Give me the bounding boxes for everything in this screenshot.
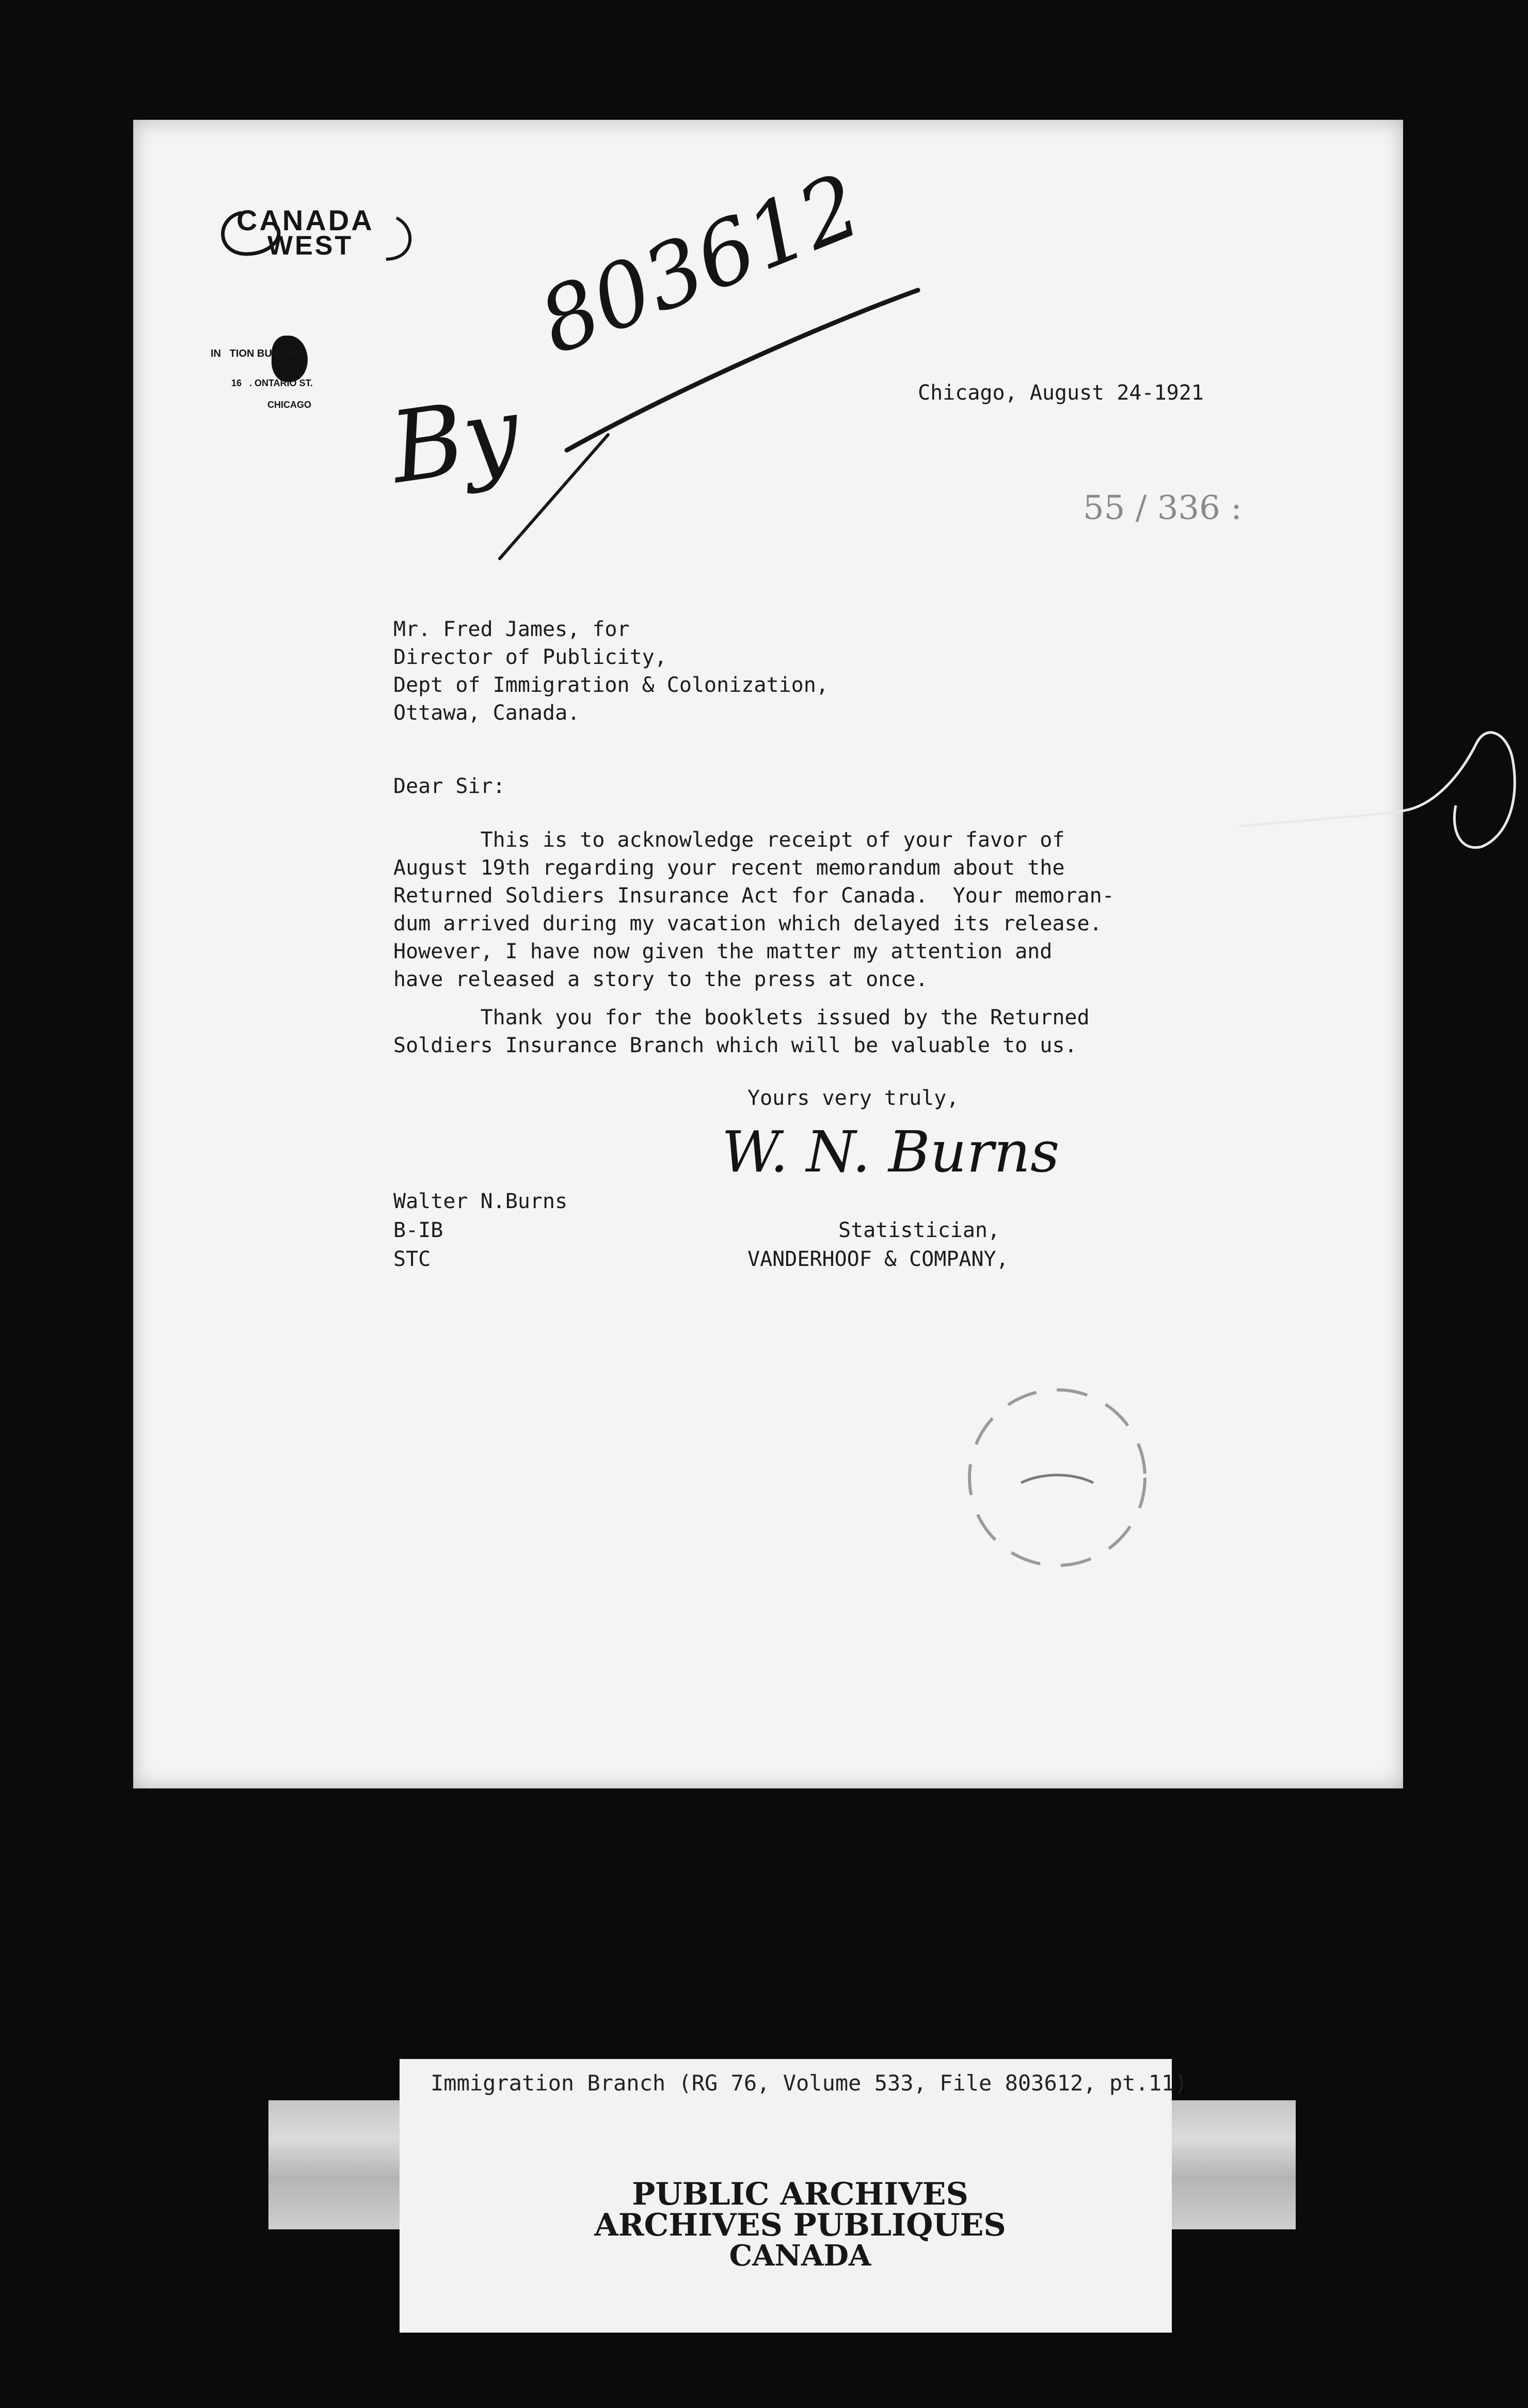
received-stamp-circle	[959, 1380, 1155, 1576]
faded-stamp-number: 55 / 336 :	[1083, 489, 1242, 527]
date-line: Chicago, August 24-1921	[918, 381, 1204, 405]
body-line: Returned Soldiers Insurance Act for Canada. Your memoran-	[393, 884, 1115, 908]
handwritten-initials: By	[384, 374, 527, 506]
signature: W. N. Burns	[722, 1119, 1060, 1185]
letter-page	[133, 120, 1403, 1788]
reference-initials-1: B-IB	[393, 1218, 443, 1242]
reference-initials-2: STC	[393, 1247, 431, 1271]
body-line: dum arrived during my vacation which delayed its release.	[393, 912, 1102, 936]
sender-company: VANDERHOOF & COMPANY,	[747, 1247, 1009, 1271]
logo-city: CHICAGO	[267, 400, 311, 410]
recipient-line: Mr. Fred James, for	[393, 617, 630, 641]
handwritten-underline	[556, 275, 969, 461]
recipient-line: Director of Publicity,	[393, 645, 667, 669]
archive-stamp-line3: CANADA	[729, 2239, 871, 2273]
logo-bureau: IN TION BUREAU	[211, 348, 301, 359]
body-line: have released a story to the press at once.	[393, 968, 928, 991]
initials-slash	[484, 430, 618, 564]
logo-west: WEST	[267, 231, 354, 261]
body-line: However, I have now given the matter my attention and	[393, 940, 1053, 963]
archive-stamp	[506, 2176, 1094, 2273]
letterhead-logo	[211, 197, 427, 410]
handwritten-file-number: 803612	[526, 154, 874, 375]
sender-title: Statistician,	[838, 1218, 1000, 1242]
archive-caption: Immigration Branch (RG 76, Volume 533, File 803612, pt.11)	[431, 2070, 1188, 2096]
body-line: Thank you for the booklets issued by the Returned	[393, 1006, 1090, 1029]
logo-street: 16 . ONTARIO ST.	[231, 378, 313, 388]
salutation: Dear Sir:	[393, 774, 505, 798]
recipient-line: Dept of Immigration & Colonization,	[393, 673, 829, 697]
body-paragraph	[393, 1004, 1090, 1059]
margin-pen-mark	[1239, 712, 1528, 878]
closing: Yours very truly,	[747, 1086, 959, 1110]
recipient-block	[393, 615, 829, 727]
body-line: August 19th regarding your recent memorandum about the	[393, 856, 1065, 880]
recipient-line: Ottawa, Canada.	[393, 701, 580, 725]
archive-stamp-line2: ARCHIVES PUBLIQUES	[594, 2207, 1006, 2243]
sender-name: Walter N.Burns	[393, 1190, 568, 1213]
logo-canada: CANADA	[236, 204, 374, 236]
body-line: Soldiers Insurance Branch which will be valuable to us.	[393, 1034, 1077, 1057]
body-line: This is to acknowledge receipt of your favor of	[393, 828, 1065, 852]
archive-stamp-line1: PUBLIC ARCHIVES	[632, 2176, 968, 2212]
body-paragraph	[393, 826, 1115, 993]
